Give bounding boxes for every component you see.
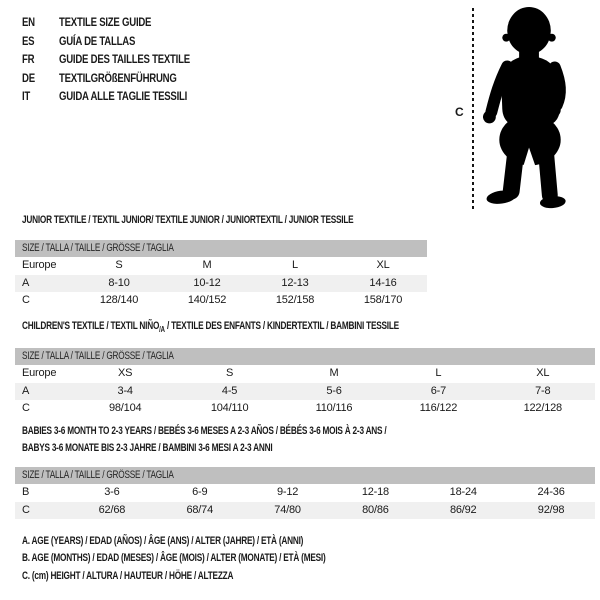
table-cell: 98/104 (108, 402, 142, 414)
section-heading-text: JUNIOR TEXTILE / TEXTIL JUNIOR/ TEXTILE JUNIOR / JUNIORTEXTIL / JUNIOR TESSILE (22, 214, 354, 226)
table-row (15, 292, 427, 310)
table-cell: 4-5 (221, 384, 238, 397)
table-cell: 5-6 (326, 384, 342, 397)
table-cell: 14-16 (369, 276, 397, 289)
heading-text-pre: CHILDREN'S TEXTILE / TEXTIL NIÑO (22, 320, 160, 332)
table-cell: M (329, 367, 339, 379)
language-row (22, 87, 223, 106)
size-header-bar-text: SIZE / TALLA / TAILLE / GRÖSSE / TAGLIA (22, 350, 174, 362)
section-heading-babies (22, 423, 508, 457)
section-heading-text: BABYS 3-6 MONATE BIS 2-3 JAHRE / BAMBINI 3-6 MESI A 2-3 ANNI (22, 442, 273, 454)
language-code (22, 15, 59, 29)
table-cell: M (202, 259, 212, 271)
table-cell: 18-24 (449, 486, 477, 498)
language-row (22, 69, 223, 88)
legend-text: C. (cm) HEIGHT / ALTURA / HAUTEUR / HÖHE / ALTEZZA (22, 569, 234, 582)
table-cell: 7-8 (535, 384, 551, 397)
guide-title-text: GUÍA DE TALLAS (59, 33, 136, 48)
language-code-text: FR (22, 52, 35, 67)
guide-title-text: TEXTILE SIZE GUIDE (59, 15, 152, 30)
table-cell: 122/128 (523, 402, 562, 414)
size-table-junior (15, 240, 427, 310)
table-cell: XL (376, 259, 390, 271)
size-table-children (15, 348, 595, 418)
guide-title (59, 50, 223, 68)
table-cell: 24-36 (537, 486, 565, 498)
section-heading-text: BABIES 3-6 MONTH TO 2-3 YEARS / BEBÉS 3-6 MESES A 2-3 AÑOS / BÉBÉS 3-6 MOIS À 2-3 ANS / (22, 425, 387, 437)
language-row (22, 50, 223, 69)
table-cell: 9-12 (276, 486, 299, 498)
language-row (22, 13, 223, 32)
language-row (22, 32, 223, 51)
table-cell: 3-4 (117, 384, 133, 397)
table-cell: 152/158 (275, 294, 315, 306)
table-cell: XS (118, 367, 133, 379)
table-cell: 6-7 (430, 384, 447, 397)
table-row (15, 502, 595, 520)
legend-line-b (22, 552, 427, 569)
size-header-bar-text: SIZE / TALLA / TAILLE / GRÖSSE / TAGLIA (22, 242, 174, 254)
table-cell: L (435, 367, 442, 379)
table-row (15, 365, 595, 383)
table-cell: S (226, 367, 234, 379)
guide-title (59, 87, 219, 105)
table-cell: 12-18 (361, 486, 389, 498)
heading-text-sub: /A (159, 325, 165, 335)
section-heading-text (22, 318, 399, 338)
language-code (22, 71, 59, 85)
table-row (15, 484, 595, 502)
heading-text-post: / TEXTILE DES ENFANTS / KINDERTEXTIL / BAMBINI TESSILE (164, 320, 399, 332)
table-cell: C (22, 402, 30, 414)
height-measure-dashed-line (472, 8, 474, 210)
table-cell: 158/170 (363, 294, 403, 306)
table-cell: 110/116 (315, 402, 353, 414)
table-cell: 74/80 (274, 503, 301, 516)
language-code (22, 89, 59, 103)
table-cell: Europe (22, 259, 57, 271)
language-code (22, 34, 59, 48)
size-table (15, 365, 595, 418)
size-header-bar-text: SIZE / TALLA / TAILLE / GRÖSSE / TAGLIA (22, 469, 174, 481)
size-table (15, 257, 427, 310)
table-cell: 92/98 (537, 503, 565, 516)
baby-silhouette-icon (483, 5, 579, 213)
table-cell: 140/152 (187, 294, 227, 306)
size-table-babies (15, 467, 595, 519)
table-cell: 3-6 (104, 486, 120, 498)
table-row (15, 257, 427, 275)
language-code-text: IT (22, 89, 31, 104)
table-cell: 80/86 (362, 503, 389, 516)
table-cell: 62/68 (98, 503, 126, 516)
guide-title (59, 13, 174, 31)
table-cell: 128/140 (99, 294, 139, 306)
table-cell: 12-13 (281, 276, 309, 289)
language-code (22, 52, 59, 66)
table-cell: L (292, 259, 298, 271)
table-row (15, 383, 595, 401)
table-row (15, 275, 427, 293)
section-heading-junior (22, 212, 464, 229)
table-cell: C (22, 294, 30, 306)
table-cell: S (115, 259, 123, 271)
guide-title (59, 69, 206, 87)
guide-title (59, 32, 154, 50)
language-code-text: ES (22, 33, 35, 48)
size-header-bar (15, 348, 595, 365)
language-code-text: EN (22, 15, 35, 30)
height-label-c: C (455, 105, 464, 119)
table-cell: 6-9 (192, 486, 208, 498)
table-cell: 116/122 (419, 402, 458, 414)
guide-title-text: GUIDE DES TAILLES TEXTILE (59, 52, 190, 67)
legend-line-c (22, 570, 427, 587)
legend-text: B. AGE (MONTHS) / EDAD (MESES) / ÂGE (MOIS) / ALTER (MONATE) / ETÀ (MESI) (22, 552, 326, 565)
table-cell: A (22, 276, 30, 289)
table-cell: 10-12 (193, 276, 221, 289)
section-heading-children (22, 318, 525, 338)
table-cell: A (22, 384, 30, 397)
table-cell: Europe (22, 367, 57, 379)
legend-line-a (22, 535, 427, 552)
table-cell: 8-10 (108, 276, 130, 289)
legend-text: A. AGE (YEARS) / EDAD (AÑOS) / ÂGE (ANS) / ALTER (JAHRE) / ETÀ (ANNI) (22, 535, 304, 547)
size-header-bar (15, 240, 427, 257)
table-cell: 68/74 (186, 503, 213, 516)
size-table (15, 484, 595, 519)
language-header (22, 13, 223, 106)
legend (22, 535, 427, 587)
guide-title-text: GUIDA ALLE TAGLIE TESSILI (59, 89, 188, 104)
table-row (15, 400, 595, 418)
table-cell: 86/92 (449, 503, 477, 516)
table-cell: C (22, 503, 30, 516)
table-cell: B (22, 486, 30, 498)
language-code-text: DE (22, 70, 35, 85)
table-cell: XL (536, 367, 550, 379)
guide-title-text: TEXTILGRÖßENFÜHRUNG (59, 70, 177, 85)
table-cell: 104/110 (210, 402, 249, 414)
size-header-bar (15, 467, 595, 484)
